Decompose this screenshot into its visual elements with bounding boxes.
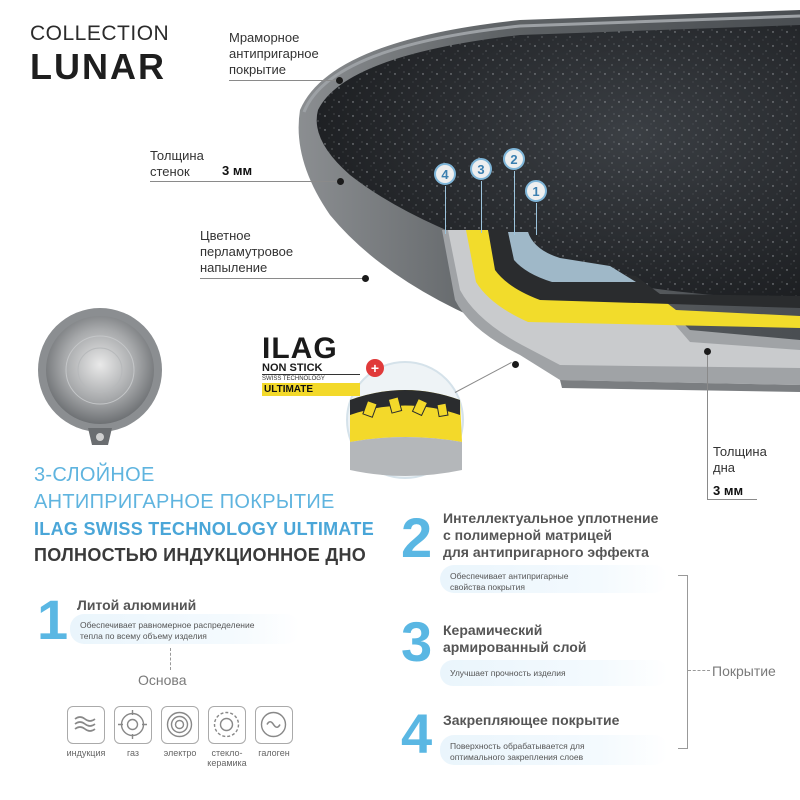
callout-line: Толщина <box>150 148 204 163</box>
title-line: Интеллектуальное уплотнение <box>443 510 659 526</box>
headline-line-4: ПОЛНОСТЬЮ ИНДУКЦИОННОЕ ДНО <box>34 545 367 565</box>
callout-line: Цветное <box>200 228 251 243</box>
hob-label-line: стекло- <box>211 748 243 758</box>
pearl-leader-line <box>200 278 365 279</box>
callout-line: Мраморное <box>229 30 300 45</box>
callout-line: стенок <box>150 164 190 179</box>
marble-coating-callout <box>229 30 319 78</box>
pearl-spray-callout <box>200 228 293 276</box>
bottom-leader-dot <box>704 348 711 355</box>
ilag-logo <box>262 332 382 399</box>
layer-1-description <box>70 614 300 644</box>
callout-line: перламутровое <box>200 244 294 259</box>
layer-badge-2: 2 <box>503 148 525 170</box>
layer-4-number: 4 <box>401 702 433 765</box>
layer-3-description <box>440 660 668 686</box>
gas-icon <box>114 706 152 744</box>
hob-label-electric: электро <box>163 748 197 758</box>
title-line: армированный слой <box>443 639 587 655</box>
description-line: Поверхность обрабатывается для <box>450 741 585 751</box>
description-line: свойства покрытия <box>450 582 525 592</box>
coating-connector <box>688 670 710 671</box>
hob-label-glass-ceramic <box>201 748 253 768</box>
bottom-thickness-callout <box>713 444 767 476</box>
hob-label-gas: газ <box>126 748 140 758</box>
bottom-leader-line <box>707 499 757 500</box>
layer-2-number: 2 <box>401 506 433 569</box>
wall-thickness-callout <box>150 148 204 180</box>
layer-2-description <box>440 565 668 593</box>
layer-badge-1: 1 <box>525 180 547 202</box>
wall-leader-line <box>150 181 340 182</box>
layer-3-number: 3 <box>401 610 433 673</box>
callout-line: покрытие <box>229 62 286 77</box>
ilag-line-swiss: SWISS TECHNOLOGY <box>262 374 360 383</box>
ilag-brand: ILAG <box>262 332 338 365</box>
base-label: Основа <box>138 672 187 688</box>
layer-1-title: Литой алюминий <box>77 597 197 613</box>
layer-badge-leader <box>481 181 482 233</box>
bottom-leader-line <box>707 352 708 500</box>
marble-leader-dot <box>336 77 343 84</box>
swiss-cross-icon: + <box>366 359 384 377</box>
headline-line-2: АНТИПРИГАРНОЕ ПОКРЫТИЕ <box>34 491 335 513</box>
ilag-line-non-stick: NON STICK <box>262 362 323 374</box>
ilag-leader-dot <box>512 361 519 368</box>
layer-4-description <box>440 735 668 765</box>
hob-label-halogen: галоген <box>258 748 290 758</box>
description-line: Обеспечивает равномерное распределение <box>80 620 255 630</box>
title-line: Керамический <box>443 622 543 638</box>
description-line: тепла по всему объему изделия <box>80 631 207 641</box>
coating-bracket <box>678 575 688 749</box>
pearl-leader-dot <box>362 275 369 282</box>
marble-leader-line <box>229 80 339 81</box>
description-line: Улучшает прочность изделия <box>450 668 566 678</box>
layer-2-title <box>443 510 658 561</box>
description-line: Обеспечивает антипригарные <box>450 571 569 581</box>
coating-label: Покрытие <box>712 663 776 679</box>
hob-label-line: керамика <box>207 758 247 768</box>
title-line: с полимерной матрицей <box>443 527 613 543</box>
layer-badge-leader <box>514 171 515 235</box>
electric-icon <box>161 706 199 744</box>
callout-line: Толщина <box>713 444 767 459</box>
headline-line-1: 3-СЛОЙНОЕ <box>34 464 155 486</box>
glass-ceramic-icon <box>208 706 246 744</box>
bottom-thickness-value: 3 мм <box>713 483 744 498</box>
layer-badge-leader <box>445 186 446 234</box>
hob-label-induction: индукция <box>66 748 106 758</box>
layer-badge-4: 4 <box>434 163 456 185</box>
headline-line-3: ILAG SWISS TECHNOLOGY ULTIMATE <box>34 519 374 539</box>
description-line: оптимального закрепления слоев <box>450 752 584 762</box>
collection-name: LUNAR <box>30 46 166 87</box>
induction-icon <box>67 706 105 744</box>
callout-line: напыление <box>200 260 268 275</box>
wall-thickness-value: 3 мм <box>222 163 253 178</box>
layer-badge-3: 3 <box>470 158 492 180</box>
layer-1-number: 1 <box>37 588 69 651</box>
halogen-icon <box>255 706 293 744</box>
collection-label: COLLECTION <box>30 22 170 45</box>
layer-badge-leader <box>536 203 537 235</box>
layer-3-title <box>443 622 586 656</box>
wall-leader-dot <box>337 178 344 185</box>
callout-line: дна <box>713 460 735 475</box>
layer-4-title: Закрепляющее покрытие <box>443 712 620 728</box>
ilag-line-ultimate: ULTIMATE <box>262 383 360 396</box>
base-connector <box>170 648 171 670</box>
title-line: для антипригарного эффекта <box>443 544 649 560</box>
callout-line: антипригарное <box>229 46 319 61</box>
